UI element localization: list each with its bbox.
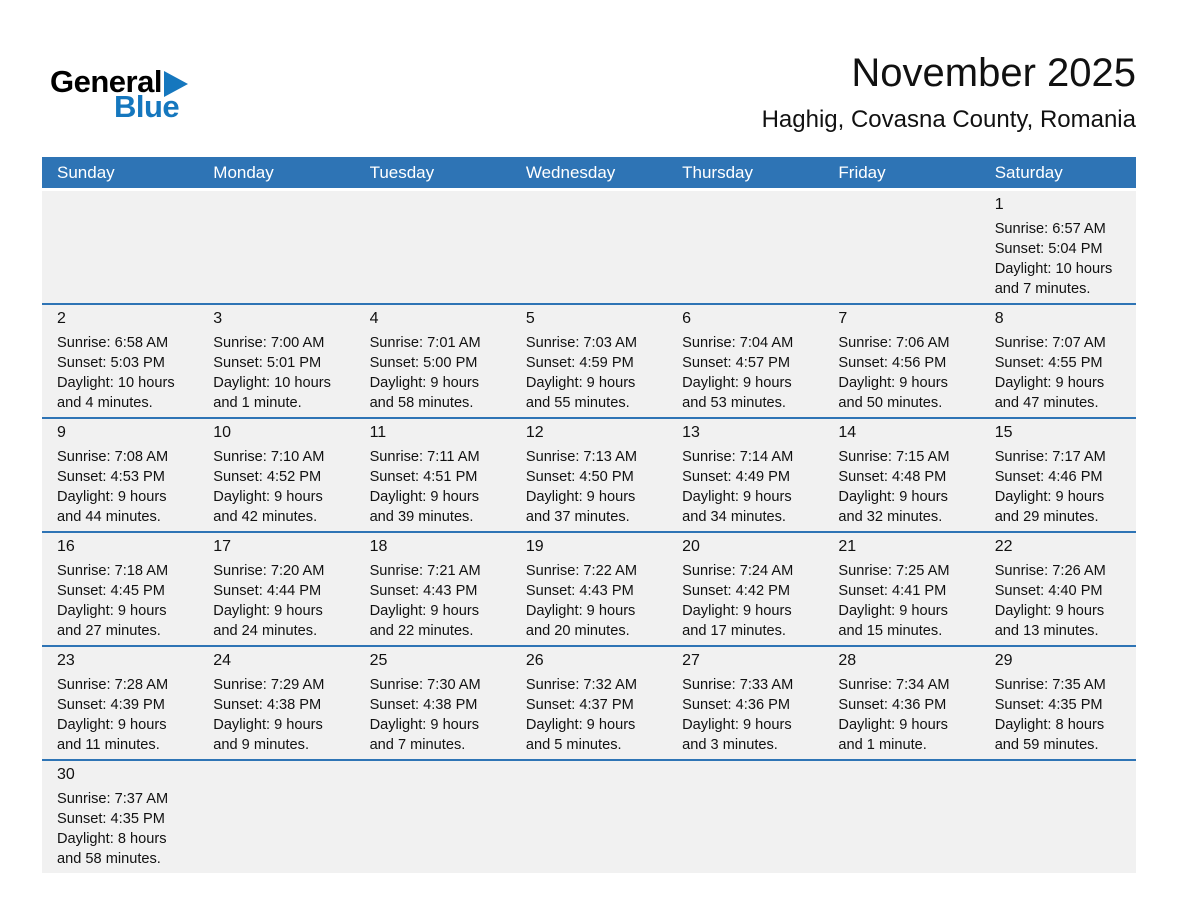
day-cell: [355, 647, 511, 759]
day-cell: [511, 419, 667, 531]
daylight-text-line2: and 39 minutes.: [369, 509, 474, 525]
sunset-text: Sunset: 4:35 PM: [57, 811, 165, 827]
day-cell: [511, 305, 667, 417]
daylight-text-line1: Daylight: 9 hours: [213, 489, 323, 505]
empty-day-cell: [823, 191, 979, 303]
sunrise-text: Sunrise: 7:29 AM: [213, 677, 325, 693]
sunrise-text: Sunrise: 7:30 AM: [369, 677, 481, 693]
daylight-text-line1: Daylight: 10 hours: [994, 261, 1113, 277]
sunset-text: Sunset: 4:43 PM: [525, 583, 634, 599]
empty-day-cell: [511, 761, 667, 873]
day-number: 19: [525, 538, 544, 555]
daylight-text-line1: Daylight: 9 hours: [213, 717, 323, 733]
daylight-text-line1: Daylight: 9 hours: [838, 375, 948, 391]
day-number: 27: [682, 652, 700, 669]
logo-text-blue: Blue: [114, 89, 180, 124]
daylight-text-line1: Daylight: 9 hours: [682, 717, 792, 733]
day-cell: [42, 761, 198, 873]
daylight-text-line1: Daylight: 9 hours: [369, 717, 480, 733]
day-cell: [198, 647, 354, 759]
sunset-text: Sunset: 4:41 PM: [838, 583, 947, 599]
day-cell: [355, 533, 511, 645]
day-cell: [823, 305, 979, 417]
empty-day-cell: [511, 191, 667, 303]
day-number: 28: [838, 652, 857, 669]
sunrise-text: Sunrise: 7:37 AM: [57, 791, 169, 807]
empty-day-cell: [355, 761, 511, 873]
weekday-header-thursday: Thursday: [682, 162, 753, 182]
daylight-text-line1: Daylight: 9 hours: [682, 375, 792, 391]
sunrise-text: Sunrise: 7:10 AM: [213, 449, 325, 465]
sunset-text: Sunset: 5:04 PM: [994, 241, 1103, 257]
sunset-text: Sunset: 4:40 PM: [994, 583, 1103, 599]
day-number: 5: [525, 310, 535, 327]
sunset-text: Sunset: 4:59 PM: [525, 355, 634, 371]
day-cell: [823, 533, 979, 645]
sunset-text: Sunset: 4:36 PM: [682, 697, 791, 713]
daylight-text-line2: and 59 minutes.: [994, 737, 1099, 753]
day-cell: [198, 533, 354, 645]
sunset-text: Sunset: 4:55 PM: [994, 355, 1103, 371]
daylight-text-line1: Daylight: 9 hours: [57, 489, 167, 505]
day-number: 15: [994, 424, 1013, 441]
general-blue-logo: [50, 66, 188, 122]
sunrise-text: Sunrise: 7:00 AM: [213, 335, 325, 351]
daylight-text-line2: and 9 minutes.: [213, 737, 310, 753]
sunrise-text: Sunrise: 7:34 AM: [838, 677, 950, 693]
daylight-text-line2: and 1 minute.: [838, 737, 927, 753]
sunset-text: Sunset: 5:01 PM: [213, 355, 322, 371]
daylight-text-line1: Daylight: 9 hours: [525, 717, 636, 733]
day-number: 14: [838, 424, 857, 441]
sunset-text: Sunset: 5:00 PM: [369, 355, 478, 371]
weekday-header-sunday: Sunday: [57, 162, 115, 182]
day-cell: [667, 533, 823, 645]
day-cell: [198, 305, 354, 417]
sunrise-text: Sunrise: 7:20 AM: [213, 563, 325, 579]
sunrise-text: Sunrise: 7:07 AM: [994, 335, 1106, 351]
daylight-text-line1: Daylight: 9 hours: [994, 603, 1105, 619]
day-cell: [42, 419, 198, 531]
day-cell: [980, 533, 1136, 645]
daylight-text-line1: Daylight: 9 hours: [57, 603, 167, 619]
sunrise-text: Sunrise: 7:15 AM: [838, 449, 950, 465]
sunrise-text: Sunrise: 6:58 AM: [57, 335, 169, 351]
empty-day-cell: [667, 191, 823, 303]
daylight-text-line1: Daylight: 9 hours: [525, 489, 636, 505]
sunset-text: Sunset: 4:50 PM: [525, 469, 634, 485]
empty-day-cell: [198, 761, 354, 873]
daylight-text-line2: and 3 minutes.: [682, 737, 778, 753]
weekday-header-wednesday: Wednesday: [525, 162, 616, 182]
weekday-header-row: [42, 157, 1136, 188]
daylight-text-line2: and 37 minutes.: [525, 509, 630, 525]
daylight-text-line2: and 47 minutes.: [994, 395, 1099, 411]
day-cell: [980, 419, 1136, 531]
daylight-text-line1: Daylight: 9 hours: [525, 375, 636, 391]
calendar-week-row: [42, 759, 1136, 873]
daylight-text-line1: Daylight: 9 hours: [57, 717, 167, 733]
day-cell: [980, 305, 1136, 417]
day-number: 30: [57, 766, 75, 783]
day-cell: [42, 533, 198, 645]
day-cell: [980, 191, 1136, 303]
weekday-header-saturday: Saturday: [994, 162, 1063, 182]
daylight-text-line1: Daylight: 9 hours: [838, 489, 948, 505]
sunrise-text: Sunrise: 7:18 AM: [57, 563, 169, 579]
sunset-text: Sunset: 4:53 PM: [57, 469, 165, 485]
logo-text-general: General: [50, 64, 162, 99]
day-number: 16: [57, 538, 75, 555]
daylight-text-line2: and 20 minutes.: [525, 623, 630, 639]
day-cell: [198, 419, 354, 531]
day-number: 18: [369, 538, 388, 555]
daylight-text-line2: and 5 minutes.: [525, 737, 622, 753]
sunset-text: Sunset: 4:42 PM: [682, 583, 791, 599]
sunset-text: Sunset: 5:03 PM: [57, 355, 165, 371]
sunrise-text: Sunrise: 7:03 AM: [525, 335, 637, 351]
daylight-text-line1: Daylight: 8 hours: [994, 717, 1105, 733]
day-cell: [355, 305, 511, 417]
sunrise-text: Sunrise: 7:08 AM: [57, 449, 169, 465]
sunrise-text: Sunrise: 7:25 AM: [838, 563, 950, 579]
daylight-text-line1: Daylight: 9 hours: [369, 489, 480, 505]
sunset-text: Sunset: 4:51 PM: [369, 469, 478, 485]
sunset-text: Sunset: 4:39 PM: [57, 697, 165, 713]
daylight-text-line1: Daylight: 9 hours: [838, 717, 948, 733]
sunset-text: Sunset: 4:44 PM: [213, 583, 322, 599]
sunrise-text: Sunrise: 7:13 AM: [525, 449, 637, 465]
sunrise-text: Sunrise: 7:35 AM: [994, 677, 1106, 693]
day-cell: [42, 647, 198, 759]
day-number: 1: [994, 196, 1004, 213]
sunrise-text: Sunrise: 7:32 AM: [525, 677, 637, 693]
daylight-text-line2: and 22 minutes.: [369, 623, 474, 639]
empty-day-cell: [667, 761, 823, 873]
day-number: 12: [525, 424, 544, 441]
sunrise-text: Sunrise: 7:14 AM: [682, 449, 794, 465]
sunrise-text: Sunrise: 7:04 AM: [682, 335, 794, 351]
daylight-text-line2: and 13 minutes.: [994, 623, 1099, 639]
day-number: 22: [994, 538, 1013, 555]
location-subtitle: Haghig, Covasna County, Romania: [761, 106, 1136, 133]
day-number: 21: [838, 538, 857, 555]
sunrise-text: Sunrise: 7:01 AM: [369, 335, 481, 351]
empty-day-cell: [355, 191, 511, 303]
day-number: 10: [213, 424, 232, 441]
sunset-text: Sunset: 4:43 PM: [369, 583, 478, 599]
sunset-text: Sunset: 4:56 PM: [838, 355, 947, 371]
daylight-text-line2: and 34 minutes.: [682, 509, 786, 525]
day-number: 9: [57, 424, 66, 441]
day-number: 20: [682, 538, 700, 555]
daylight-text-line1: Daylight: 9 hours: [994, 375, 1105, 391]
daylight-text-line1: Daylight: 9 hours: [994, 489, 1105, 505]
empty-day-cell: [980, 761, 1136, 873]
daylight-text-line2: and 27 minutes.: [57, 623, 161, 639]
day-number: 3: [213, 310, 223, 327]
day-number: 26: [525, 652, 544, 669]
daylight-text-line2: and 58 minutes.: [57, 851, 161, 867]
daylight-text-line1: Daylight: 9 hours: [838, 603, 948, 619]
daylight-text-line2: and 11 minutes.: [57, 737, 160, 753]
day-cell: [667, 419, 823, 531]
calendar-table: [42, 157, 1136, 873]
day-number: 6: [682, 310, 692, 327]
day-number: 4: [369, 310, 379, 327]
daylight-text-line1: Daylight: 9 hours: [525, 603, 636, 619]
sunset-text: Sunset: 4:36 PM: [838, 697, 947, 713]
daylight-text-line2: and 50 minutes.: [838, 395, 943, 411]
calendar-week-row: [42, 188, 1136, 303]
weekday-header-tuesday: Tuesday: [369, 162, 435, 182]
day-number: 23: [57, 652, 75, 669]
daylight-text-line2: and 7 minutes.: [369, 737, 466, 753]
page-title: November 2025: [851, 51, 1136, 95]
sunrise-text: Sunrise: 7:24 AM: [682, 563, 794, 579]
sunset-text: Sunset: 4:37 PM: [525, 697, 634, 713]
daylight-text-line1: Daylight: 10 hours: [57, 375, 175, 391]
sunset-text: Sunset: 4:45 PM: [57, 583, 165, 599]
sunset-text: Sunset: 4:57 PM: [682, 355, 791, 371]
daylight-text-line1: Daylight: 9 hours: [213, 603, 323, 619]
sunset-text: Sunset: 4:48 PM: [838, 469, 947, 485]
day-number: 29: [994, 652, 1013, 669]
calendar-week-row: [42, 417, 1136, 531]
day-cell: [823, 419, 979, 531]
day-cell: [980, 647, 1136, 759]
day-cell: [667, 305, 823, 417]
daylight-text-line2: and 53 minutes.: [682, 395, 786, 411]
day-cell: [667, 647, 823, 759]
weekday-header-friday: Friday: [838, 162, 886, 182]
day-cell: [511, 533, 667, 645]
sunrise-text: Sunrise: 7:22 AM: [525, 563, 637, 579]
day-number: 2: [57, 310, 66, 327]
sunrise-text: Sunrise: 7:33 AM: [682, 677, 794, 693]
day-cell: [42, 305, 198, 417]
empty-day-cell: [823, 761, 979, 873]
sunrise-text: Sunrise: 7:28 AM: [57, 677, 169, 693]
sunrise-text: Sunrise: 7:17 AM: [994, 449, 1106, 465]
empty-day-cell: [198, 191, 354, 303]
daylight-text-line2: and 32 minutes.: [838, 509, 943, 525]
daylight-text-line1: Daylight: 9 hours: [682, 489, 792, 505]
calendar-week-row: [42, 645, 1136, 759]
sunrise-text: Sunrise: 7:06 AM: [838, 335, 950, 351]
day-number: 25: [369, 652, 388, 669]
sunset-text: Sunset: 4:49 PM: [682, 469, 791, 485]
daylight-text-line2: and 1 minute.: [213, 395, 302, 411]
daylight-text-line2: and 15 minutes.: [838, 623, 943, 639]
day-number: 24: [213, 652, 232, 669]
sunset-text: Sunset: 4:38 PM: [213, 697, 322, 713]
daylight-text-line2: and 4 minutes.: [57, 395, 153, 411]
daylight-text-line1: Daylight: 9 hours: [682, 603, 792, 619]
calendar-body: [42, 188, 1136, 873]
day-cell: [511, 647, 667, 759]
weekday-header-monday: Monday: [213, 162, 274, 182]
day-cell: [355, 419, 511, 531]
page-header: [0, 0, 1188, 157]
day-number: 7: [838, 310, 848, 327]
daylight-text-line1: Daylight: 9 hours: [369, 603, 480, 619]
day-number: 17: [213, 538, 232, 555]
daylight-text-line2: and 7 minutes.: [994, 281, 1091, 297]
sunrise-text: Sunrise: 7:26 AM: [994, 563, 1106, 579]
daylight-text-line2: and 44 minutes.: [57, 509, 161, 525]
day-number: 11: [369, 424, 387, 441]
daylight-text-line2: and 58 minutes.: [369, 395, 474, 411]
sunset-text: Sunset: 4:52 PM: [213, 469, 322, 485]
daylight-text-line1: Daylight: 8 hours: [57, 831, 167, 847]
sunset-text: Sunset: 4:38 PM: [369, 697, 478, 713]
day-cell: [823, 647, 979, 759]
day-number: 8: [994, 310, 1004, 327]
daylight-text-line2: and 17 minutes.: [682, 623, 786, 639]
sunrise-text: Sunrise: 6:57 AM: [994, 221, 1106, 237]
daylight-text-line1: Daylight: 10 hours: [213, 375, 331, 391]
daylight-text-line2: and 29 minutes.: [994, 509, 1099, 525]
daylight-text-line2: and 55 minutes.: [525, 395, 630, 411]
sunset-text: Sunset: 4:35 PM: [994, 697, 1103, 713]
sunrise-text: Sunrise: 7:21 AM: [369, 563, 481, 579]
title-block: [762, 50, 1136, 134]
day-number: 13: [682, 424, 700, 441]
daylight-text-line2: and 24 minutes.: [213, 623, 318, 639]
calendar-week-row: [42, 303, 1136, 417]
daylight-text-line2: and 42 minutes.: [213, 509, 318, 525]
daylight-text-line1: Daylight: 9 hours: [369, 375, 480, 391]
sunset-text: Sunset: 4:46 PM: [994, 469, 1103, 485]
calendar-week-row: [42, 531, 1136, 645]
sunrise-text: Sunrise: 7:11 AM: [369, 449, 480, 465]
empty-day-cell: [42, 191, 198, 303]
